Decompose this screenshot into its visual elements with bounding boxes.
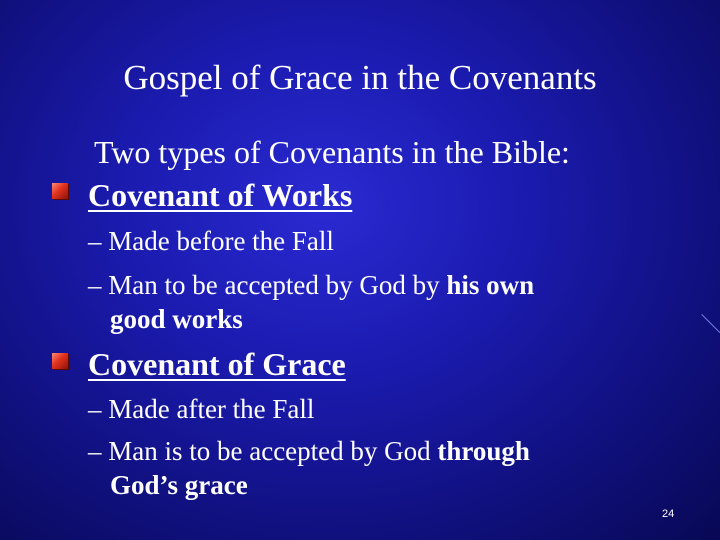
- grace-point-bold-b: God’s grace: [110, 470, 248, 500]
- grace-point-made-after-fall: – Made after the Fall: [88, 394, 315, 424]
- grace-point-text: – Man is to be accepted by God: [88, 436, 438, 466]
- decorative-line: [701, 314, 720, 333]
- intro-text: Two types of Covenants in the Bible:: [94, 134, 570, 170]
- covenant-of-works-heading: Covenant of Works: [88, 177, 353, 213]
- works-point-text: – Man to be accepted by God by: [88, 270, 447, 300]
- works-point-bold-a: his own: [446, 270, 535, 300]
- works-point-made-before-fall: – Made before the Fall: [88, 226, 334, 256]
- works-point-accepted-by-works: [88, 268, 534, 336]
- slide-title: Gospel of Grace in the Covenants: [123, 58, 597, 97]
- bullet-square-icon: [52, 183, 68, 199]
- works-point-bold-b: good works: [110, 304, 243, 334]
- covenant-of-grace-heading: Covenant of Grace: [88, 346, 346, 382]
- bullet-square-icon: [52, 353, 68, 369]
- page-number: 24: [662, 508, 675, 520]
- grace-point-accepted-through-grace: [88, 434, 530, 502]
- grace-point-bold-a: through: [437, 436, 530, 466]
